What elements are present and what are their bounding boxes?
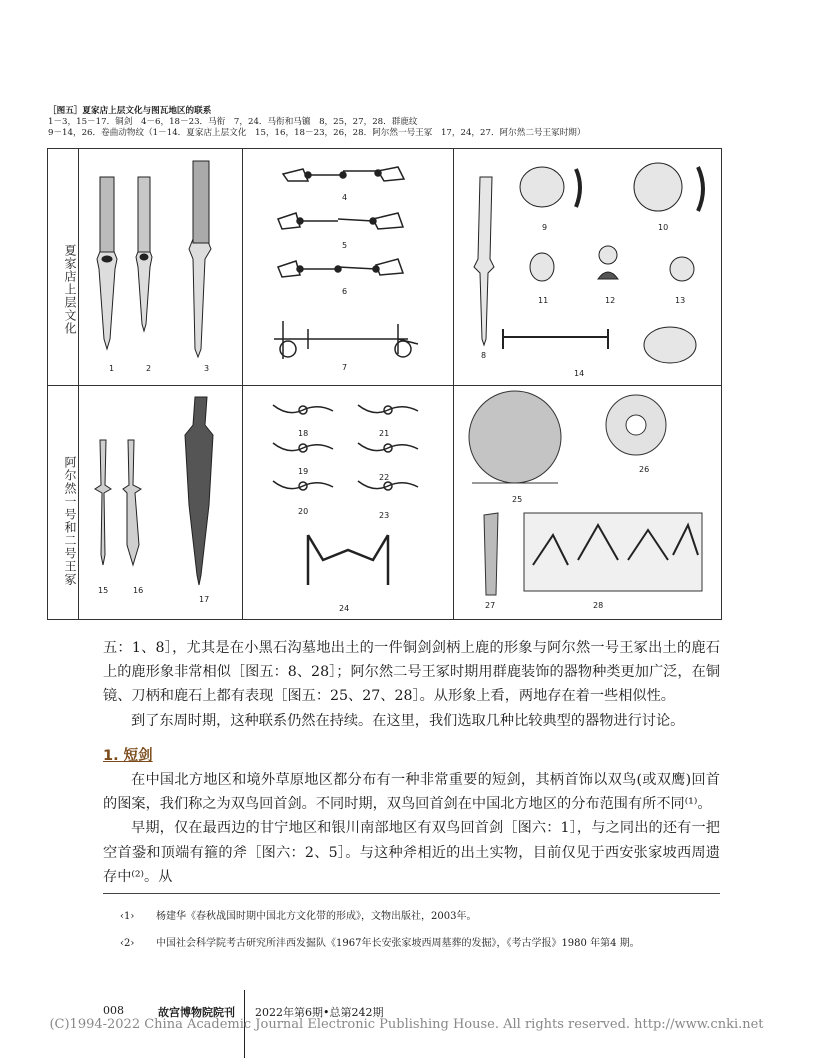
footnote-2 (120, 934, 720, 949)
fig-number-20: 20 (298, 507, 309, 516)
journal-name: 故宫博物院院刊 (158, 1006, 235, 1019)
deer-motif-illustrations-25-28 (458, 385, 720, 621)
fig-number-16: 16 (133, 586, 144, 595)
figure-title: ［图五］夏家店上层文化与图瓦地区的联系 (48, 106, 212, 116)
row-label-arzhan: 阿尔然一号和二号王冢 (63, 456, 77, 586)
fig-number-25: 25 (512, 495, 523, 504)
caption-line-1: 1－3，15－17．铜剑 4－6，18－23．马衔 7，24．马衔和马镳 8，25，27，28．群鹿纹 (48, 117, 418, 127)
fig-number-4: 4 (342, 193, 348, 202)
footnote-text-2: 中国社会科学院考古研究所沣西发掘队《1967年长安张家坡西周墓葬的发掘》，《考古学报》1980 年第4 期。 (156, 938, 640, 949)
fig-number-8: 8 (481, 351, 487, 360)
fig-number-9: 9 (542, 223, 548, 232)
footnote-divider (103, 893, 720, 894)
fig-number-1: 1 (109, 364, 115, 373)
fig-number-22: 22 (379, 473, 390, 482)
issue-info: 2022年第6期•总第242期 (255, 1006, 384, 1019)
fig-number-26: 26 (639, 465, 650, 474)
horse-bit-illustrations-18-24 (248, 385, 448, 621)
paragraph-3: 在中国北方地区和境外草原地区都分布有一种非常重要的短剑，其柄首饰以双鸟(或双鹰)回首的图案，我们称之为双鸟回首剑。不同时期，双鸟回首剑在中国北方地区的分布范围有所不同⁽¹⁾。 (103, 772, 720, 813)
fig-number-12: 12 (605, 296, 616, 305)
caption-line-2: 9－14，26．卷曲动物纹（1－14．夏家店上层文化 15，16，18－23，26，28．阿尔然一号王冢 17，24，27．阿尔然二号王冢时期） (48, 128, 586, 138)
fig-number-3: 3 (204, 364, 210, 373)
horse-bit-illustrations-4-7 (248, 149, 448, 385)
fig-number-2: 2 (146, 364, 152, 373)
footnote-mark-2: ‹2› (120, 938, 135, 949)
copyright-notice: (C)1994-2022 China Academic Journal Electronic Publishing House. All rights reserved. http://www.cnki.net (49, 1017, 764, 1032)
paragraph-4: 早期，仅在最西边的甘宁地区和银川南部地区有双鸟回首剑［图六：1］，与之同出的还有一把空首銎和顶端有箍的斧［图六：2、5］。与这种斧相近的出土实物，目前仅见于西安张家坡西周遗存中⁽²⁾。从 (103, 820, 720, 885)
figure-caption (48, 106, 768, 139)
paragraph-2: 到了东周时期，这种联系仍然在持续。在这里，我们选取几种比较典型的器物进行讨论。 (131, 712, 685, 729)
fig-number-6: 6 (342, 287, 348, 296)
fig-number-19: 19 (298, 467, 309, 476)
section-heading: 1. 短剑 (103, 748, 153, 764)
row-label-xiajiadian: 夏家店上层文化 (63, 243, 77, 335)
fig-number-7: 7 (342, 363, 348, 372)
fig-number-27: 27 (485, 601, 496, 610)
body-text-lower (103, 768, 720, 889)
figure-plate (47, 148, 722, 620)
footnote-1 (120, 907, 720, 922)
fig-number-5: 5 (342, 241, 348, 250)
fig-number-24: 24 (339, 604, 350, 613)
fig-number-23: 23 (379, 511, 390, 520)
fig-number-10: 10 (658, 223, 669, 232)
sword-illustrations-1-3 (83, 149, 243, 385)
fig-number-14: 14 (574, 369, 585, 378)
fig-number-21: 21 (379, 429, 390, 438)
fig-number-15: 15 (98, 586, 109, 595)
fig-number-13: 13 (675, 296, 686, 305)
page-number: 008 (103, 1004, 124, 1017)
paragraph-1: 五：1、8］，尤其是在小黑石沟墓地出土的一件铜剑剑柄上鹿的形象与阿尔然一号王冢出土的鹿石上的鹿形象非常相似［图五：8、28］；阿尔然二号王冢时期用群鹿装饰的器物种类更加广泛，在铜镜、刀柄和鹿石上都有表现［图五：25、27、28］。从形象上看，两地存在着一些相似性。 (103, 640, 720, 705)
footnote-text-1: 杨建华《春秋战国时期中国北方文化带的形成》，文物出版社，2003年。 (156, 911, 477, 922)
fig-number-11: 11 (538, 296, 549, 305)
fig-number-28: 28 (593, 601, 604, 610)
body-text-upper (103, 636, 720, 733)
animal-motif-illustrations-8-14 (458, 149, 720, 385)
fig-number-18: 18 (298, 429, 309, 438)
footnote-mark-1: ‹1› (120, 911, 135, 922)
fig-number-17: 17 (199, 595, 210, 604)
